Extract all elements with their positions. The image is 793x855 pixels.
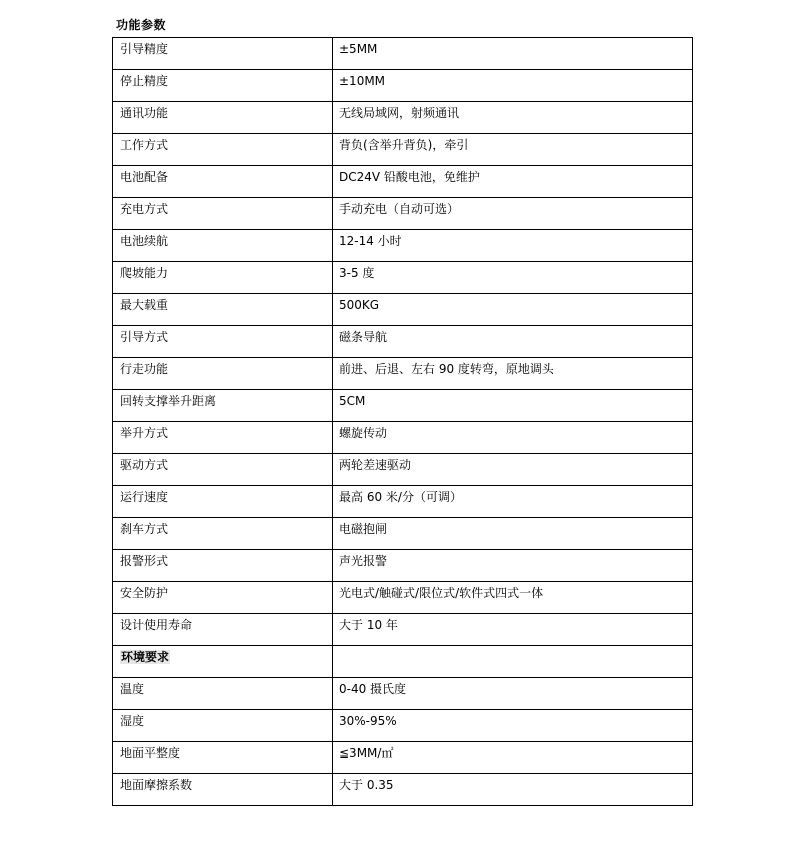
param-value: 5CM [333, 390, 693, 422]
table-row [113, 582, 693, 614]
table-row [113, 38, 693, 70]
param-label: 刹车方式 [113, 518, 333, 550]
param-value: 3-5 度 [333, 262, 693, 294]
param-label: 引导方式 [113, 326, 333, 358]
param-value: ±10MM [333, 70, 693, 102]
table-row [113, 518, 693, 550]
empty-cell [333, 646, 693, 678]
param-value: 两轮差速驱动 [333, 454, 693, 486]
param-value: DC24V 铅酸电池，免维护 [333, 166, 693, 198]
param-value: 声光报警 [333, 550, 693, 582]
section-title-environment-text: 环境要求 [121, 650, 170, 664]
table-row [113, 678, 693, 710]
param-label: 设计使用寿命 [113, 614, 333, 646]
param-label: 地面平整度 [113, 742, 333, 774]
table-row [113, 486, 693, 518]
param-label: 充电方式 [113, 198, 333, 230]
param-label: 电池续航 [113, 230, 333, 262]
param-label: 行走功能 [113, 358, 333, 390]
param-label: 爬坡能力 [113, 262, 333, 294]
param-label: 回转支撑举升距离 [113, 390, 333, 422]
table-row [113, 390, 693, 422]
param-label: 停止精度 [113, 70, 333, 102]
table-row [113, 102, 693, 134]
table-row [113, 326, 693, 358]
section-title-environment [113, 646, 333, 678]
table-row [113, 134, 693, 166]
table-row [113, 742, 693, 774]
table-row [113, 358, 693, 390]
table-row [113, 70, 693, 102]
table-row [113, 294, 693, 326]
param-label: 地面摩擦系数 [113, 774, 333, 806]
param-value: ≦3MM/㎡ [333, 742, 693, 774]
param-label: 最大载重 [113, 294, 333, 326]
param-value: 前进、后退、左右 90 度转弯，原地调头 [333, 358, 693, 390]
param-value: 最高 60 米/分（可调） [333, 486, 693, 518]
table-row [113, 614, 693, 646]
param-label: 驱动方式 [113, 454, 333, 486]
param-value: 螺旋传动 [333, 422, 693, 454]
param-label: 温度 [113, 678, 333, 710]
table-row [113, 422, 693, 454]
param-value: 光电式/触碰式/限位式/软件式四式一体 [333, 582, 693, 614]
param-label: 安全防护 [113, 582, 333, 614]
param-value: 电磁抱闸 [333, 518, 693, 550]
table-row [113, 774, 693, 806]
param-label: 举升方式 [113, 422, 333, 454]
param-value: 手动充电（自动可选） [333, 198, 693, 230]
param-value: 12-14 小时 [333, 230, 693, 262]
table-row [113, 262, 693, 294]
table-row [113, 550, 693, 582]
param-value: 大于 0.35 [333, 774, 693, 806]
param-label: 湿度 [113, 710, 333, 742]
table-row [113, 230, 693, 262]
spec-table [112, 37, 693, 806]
table-row [113, 198, 693, 230]
param-label: 报警形式 [113, 550, 333, 582]
param-label: 通讯功能 [113, 102, 333, 134]
section-title-function-params: 功能参数 [116, 18, 167, 32]
table-row [113, 166, 693, 198]
param-value: 磁条导航 [333, 326, 693, 358]
section-header-row [113, 646, 693, 678]
param-value: 0-40 摄氏度 [333, 678, 693, 710]
param-label: 电池配备 [113, 166, 333, 198]
param-label: 运行速度 [113, 486, 333, 518]
param-value: 背负(含举升背负)，牵引 [333, 134, 693, 166]
param-value: ±5MM [333, 38, 693, 70]
table-row [113, 710, 693, 742]
param-label: 引导精度 [113, 38, 333, 70]
param-value: 大于 10 年 [333, 614, 693, 646]
param-value: 无线局域网，射频通讯 [333, 102, 693, 134]
table-row [113, 454, 693, 486]
param-value: 500KG [333, 294, 693, 326]
param-label: 工作方式 [113, 134, 333, 166]
param-value: 30%-95% [333, 710, 693, 742]
